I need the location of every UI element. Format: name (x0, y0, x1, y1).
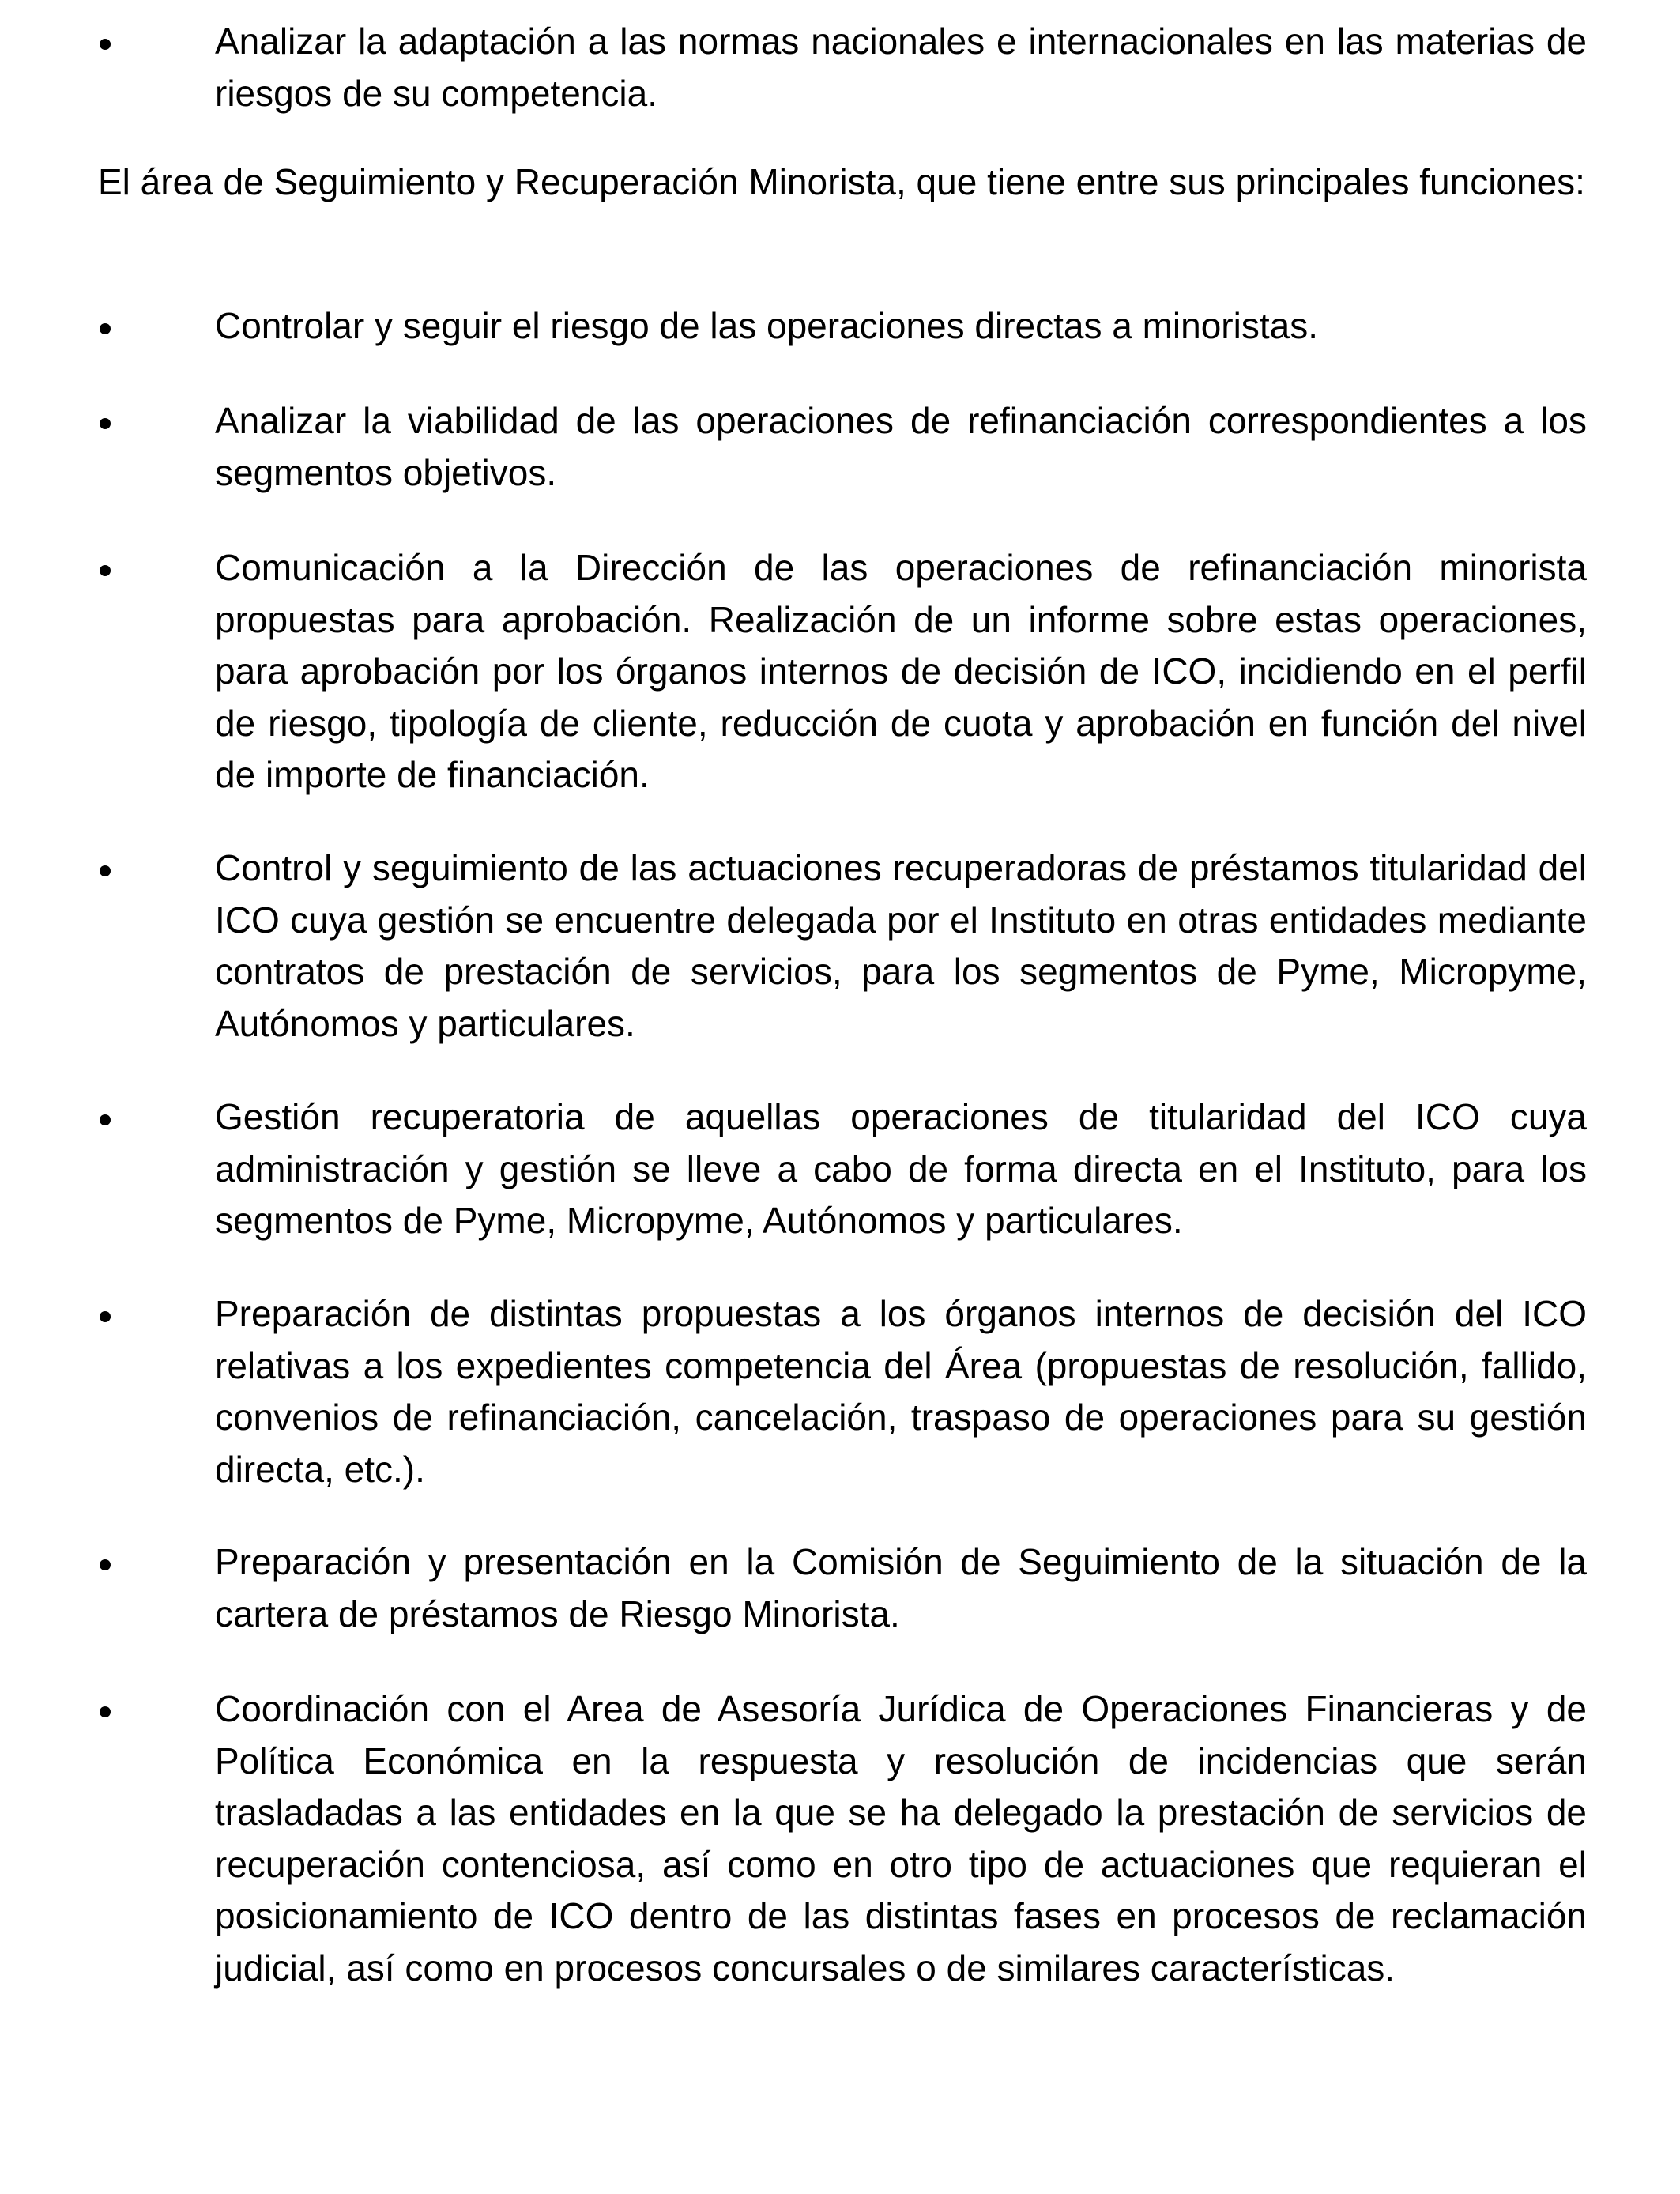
bullet-text: Control y seguimiento de las actuaciones recuperadoras de préstamos titularidad del ICO cuya gestión se encuentre delegada por el Instituto en otras entidades mediante contratos de prestación de servicios, para los segmentos de Pyme, Micropyme, Autónomos y particulares. (215, 847, 1587, 1044)
bullet-icon (100, 418, 111, 429)
bullet-icon (100, 1559, 111, 1570)
bullet-icon (100, 565, 111, 576)
bullet-text: Gestión recuperatoria de aquellas operaciones de titularidad del ICO cuya administración y gestión se lleve a cabo de forma directa en el Instituto, para los segmentos de Pyme, Micropyme, Autónomos y particulares. (215, 1096, 1587, 1241)
bullet-text: Comunicación a la Dirección de las operaciones de refinanciación minorista propuestas para aprobación. Realización de un informe sobre estas operaciones, para aprobación por los órganos internos de decisión de ICO, incidiendo en el perfil de riesgo, tipología de cliente, reducción de cuota y aprobación en función del nivel de importe de financiación. (215, 547, 1587, 795)
bullet-text: Preparación y presentación en la Comisión de Seguimiento de la situación de la cartera de préstamos de Riesgo Minorista. (215, 1541, 1587, 1634)
bullet-text: Analizar la viabilidad de las operaciones de refinanciación correspondientes a los segmentos objetivos. (215, 400, 1587, 493)
bullet-text: Controlar y seguir el riesgo de las operaciones directas a minoristas. (215, 305, 1318, 346)
bullet-text: Coordinación con el Area de Asesoría Jurídica de Operaciones Financieras y de Política Económica en la respuesta y resolución de incidencias que serán trasladadas a las entidades en la que se ha delegado la prestación de servicios de recuperación contenciosa, así como en otro tipo de actuaciones que requieran el posicionamiento de ICO dentro de las distintas fases en procesos de reclamación judicial, así como en procesos concursales o de similares características. (215, 1688, 1587, 1989)
bullet-icon (100, 1706, 111, 1717)
bullet-text: Analizar la adaptación a las normas nacionales e internacionales en las materias de riesgos de su competencia. (215, 21, 1587, 114)
section-intro-paragraph: El área de Seguimiento y Recuperación Minorista, que tiene entre sus principales funciones: (98, 161, 1585, 202)
bullet-icon (100, 1114, 111, 1125)
bullet-icon (100, 323, 111, 334)
bullet-icon (100, 865, 111, 876)
bullet-icon (100, 1311, 111, 1322)
bullet-icon (100, 39, 111, 50)
bullet-text: Preparación de distintas propuestas a los órganos internos de decisión del ICO relativas a los expedientes competencia del Área (propuestas de resolución, fallido, convenios de refinanciación, cancelación, traspaso de operaciones para su gestión directa, etc.). (215, 1293, 1587, 1490)
